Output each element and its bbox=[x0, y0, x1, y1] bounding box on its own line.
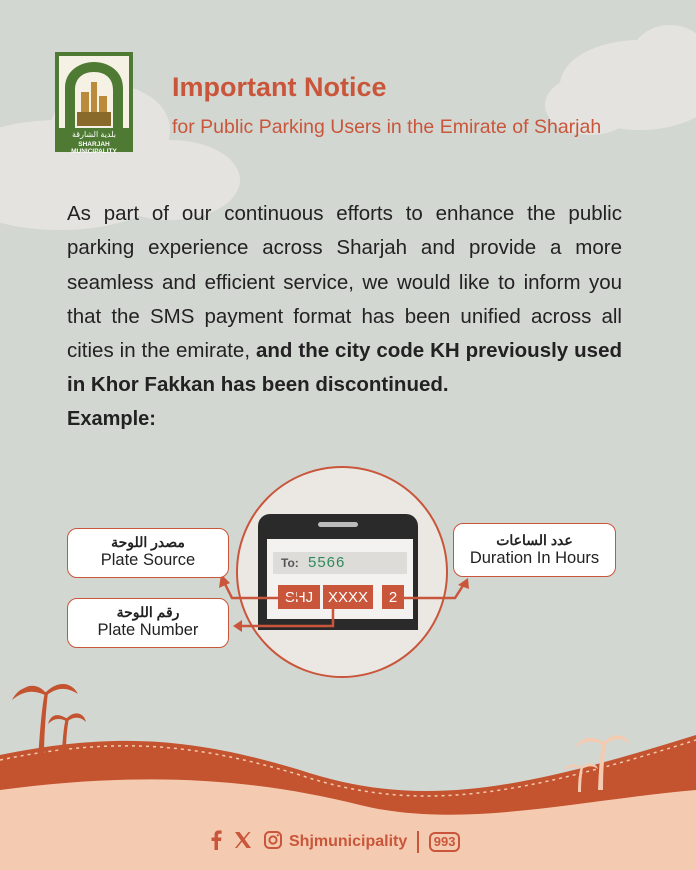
callout-duration bbox=[453, 523, 616, 577]
sms-hours-chip: 2 bbox=[382, 585, 404, 609]
sms-plate-source-chip: SHJ bbox=[278, 585, 320, 609]
notice-title: Important Notice bbox=[172, 72, 387, 102]
hotline-number[interactable]: 993 bbox=[429, 832, 461, 852]
arrow-duration bbox=[404, 584, 464, 598]
instagram-icon[interactable] bbox=[263, 830, 283, 855]
callout-duration-ar: عدد الساعات bbox=[496, 532, 573, 548]
footer-separator bbox=[417, 831, 419, 853]
logo-english-text: SHARJAH MUNICIPALITY bbox=[71, 141, 117, 155]
callout-plate-source bbox=[67, 528, 229, 578]
sms-plate-number-chip: XXXX bbox=[323, 585, 373, 609]
arrow-plate-source bbox=[224, 582, 298, 598]
callout-plate-number bbox=[67, 598, 229, 648]
callout-plate-source-ar: مصدر اللوحة bbox=[111, 534, 185, 550]
callout-plate-number-en: Plate Number bbox=[97, 621, 199, 639]
facebook-icon[interactable] bbox=[209, 830, 223, 855]
footer-social bbox=[209, 829, 460, 855]
social-handle[interactable]: Shjmunicipality bbox=[289, 833, 408, 850]
callout-plate-source-en: Plate Source bbox=[100, 551, 196, 569]
callout-plate-number-ar: رقم اللوحة bbox=[116, 604, 180, 620]
arrow-plate-number bbox=[238, 609, 333, 626]
callout-duration-en: Duration In Hours bbox=[469, 549, 600, 567]
logo-arabic-text: بلدية الشارقة bbox=[71, 130, 117, 139]
x-icon[interactable] bbox=[233, 830, 253, 855]
sms-to-label: To: bbox=[281, 556, 299, 570]
notice-body-bold: and the city code KH previously used in Khor Fakkan has been discontinued. bbox=[67, 339, 622, 397]
sms-to-number: 5566 bbox=[308, 554, 346, 571]
notice-body-text: As part of our continuous efforts to enhance the public parking experience across Sharjah and provide a more seamless and efficient service, we would like to inform you that the SMS payment format has been unified across all cities in the emirate, bbox=[67, 202, 622, 363]
example-label: Example: bbox=[67, 408, 156, 430]
notice-subtitle: for Public Parking Users in the Emirate of Sharjah bbox=[172, 116, 602, 138]
